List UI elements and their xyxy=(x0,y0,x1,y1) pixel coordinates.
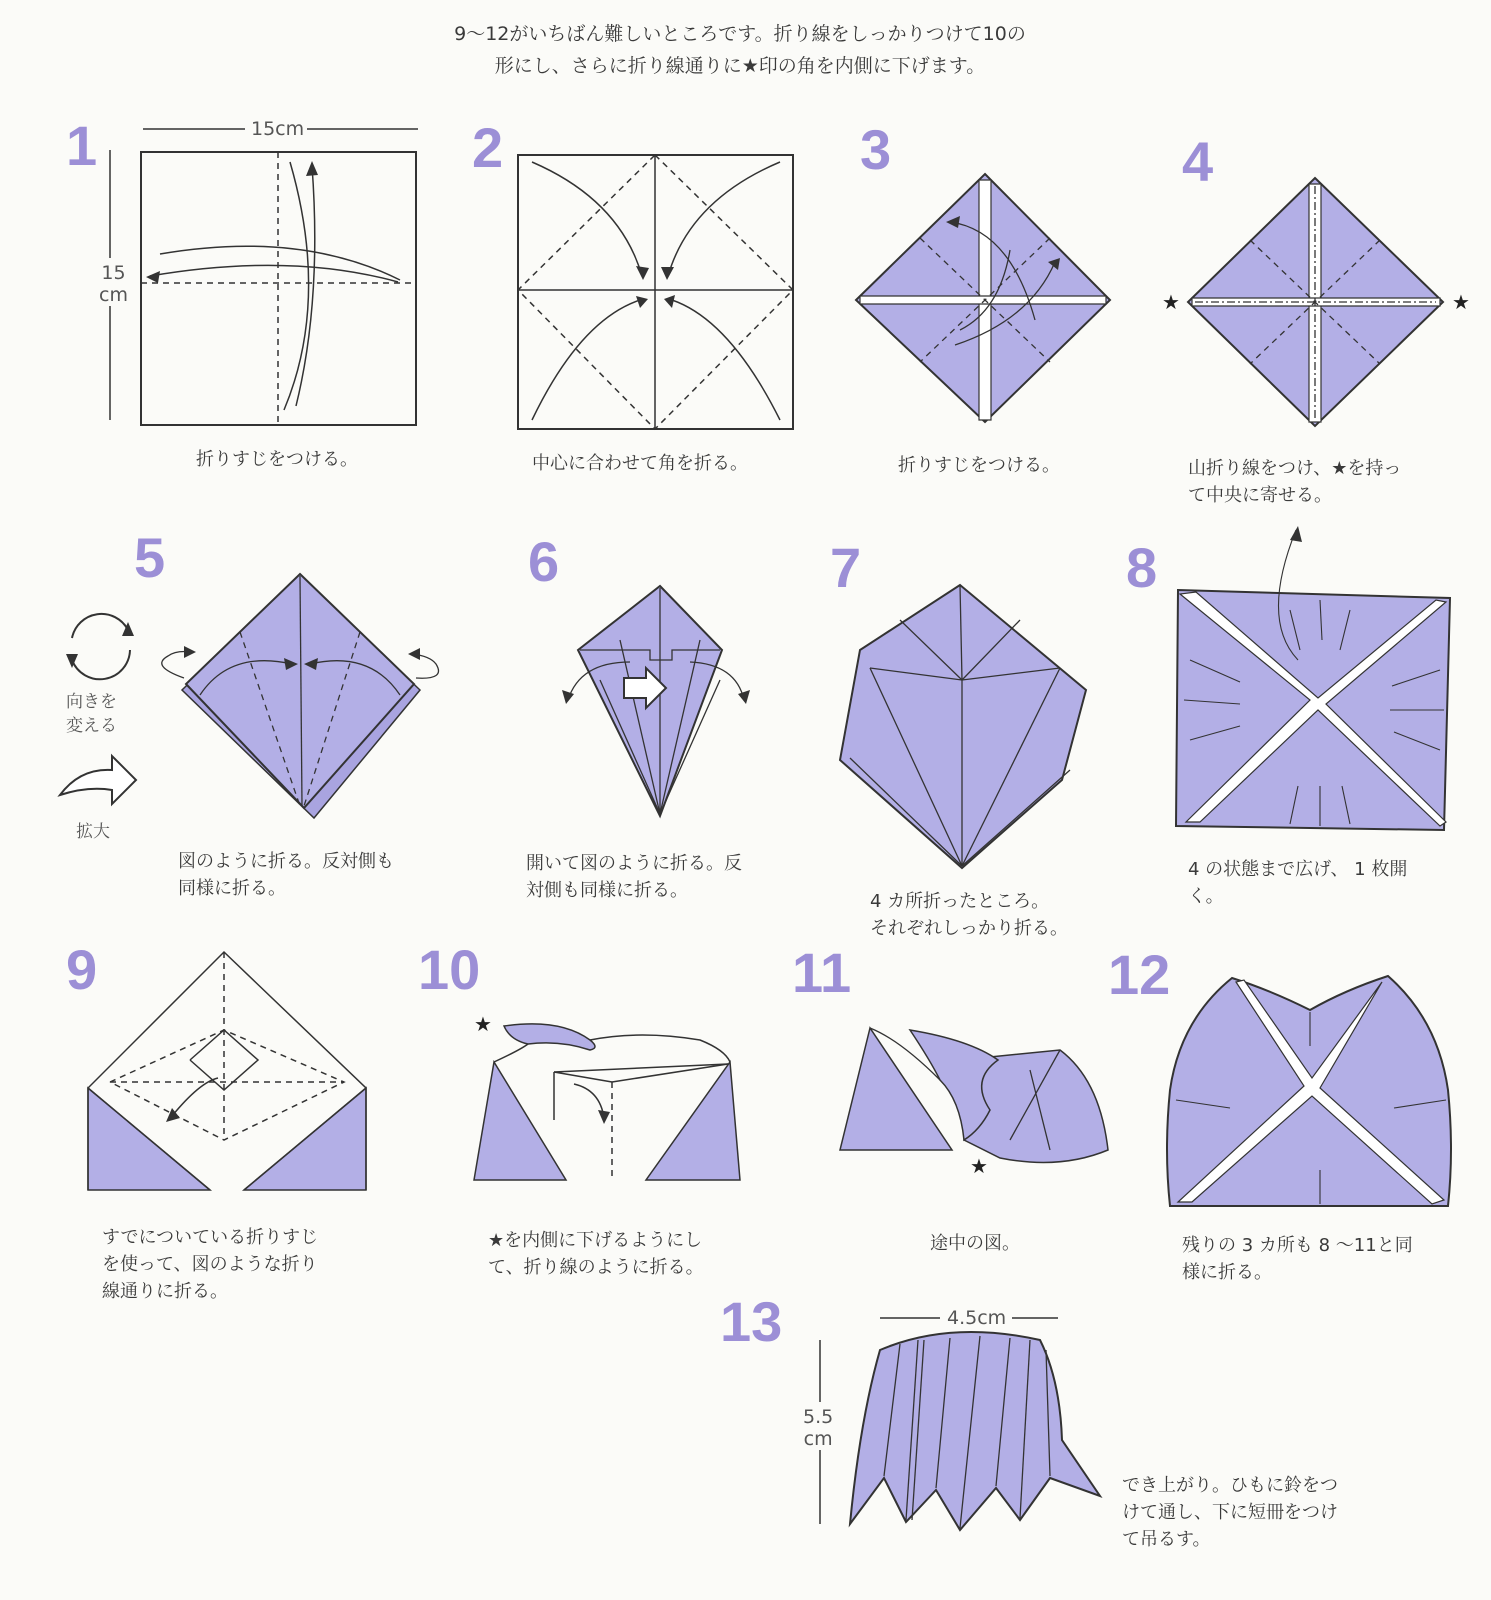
step-1-width-label: 15cm xyxy=(248,118,307,140)
step-13-height-unit: cm xyxy=(803,1428,833,1450)
step-7-number: 7 xyxy=(830,536,862,599)
step-10-number: 10 xyxy=(418,938,481,1001)
step-9-caption-line: すでについている折りすじ xyxy=(102,1227,319,1248)
step-8-number: 8 xyxy=(1126,536,1158,599)
step-7-caption-line: それぞれしっかり折る。 xyxy=(870,918,1068,939)
step-6-number: 6 xyxy=(528,530,560,593)
step-1-height-value: 15 xyxy=(101,262,126,284)
step-4-star-right: ★ xyxy=(1452,290,1470,314)
step-9-caption-line: 線通りに折る。 xyxy=(102,1281,228,1302)
step-10-caption-line: て、折り線のように折る。 xyxy=(488,1257,704,1278)
turn-over-label-line: 変える xyxy=(66,716,117,736)
turn-over-label-line: 向きを xyxy=(66,692,117,712)
step-11-number: 11 xyxy=(792,941,852,1004)
step-12-caption-line: 残りの 3 カ所も 8 〜11と同 xyxy=(1182,1235,1413,1256)
step-12-caption-line: 様に折る。 xyxy=(1182,1262,1272,1283)
step-5-caption-line: 図のように折る。反対側も xyxy=(178,851,394,872)
step-13-caption-line: て吊るす。 xyxy=(1122,1529,1211,1550)
step-6-caption-line: 対側も同様に折る。 xyxy=(526,880,688,901)
step-10-star: ★ xyxy=(474,1012,492,1036)
step-5-number: 5 xyxy=(134,526,166,589)
step-11-caption-line: 途中の図。 xyxy=(930,1233,1020,1254)
step-5-caption-line: 同様に折る。 xyxy=(178,878,286,899)
step-4-number: 4 xyxy=(1182,130,1214,193)
step-8-caption-line: 4 の状態まで広げ、 1 枚開 xyxy=(1188,859,1408,880)
enlarge-label: 拡大 xyxy=(76,822,110,842)
step-10-caption-line: ★を内側に下げるようにし xyxy=(488,1230,703,1251)
step-13-height-value: 5.5 xyxy=(803,1406,834,1428)
intro-line-1: 9〜12がいちばん難しいところです。折り線をしっかりつけて10の xyxy=(454,23,1026,45)
step-3-caption-line: 折りすじをつける。 xyxy=(898,455,1060,476)
step-6-caption-line: 開いて図のように折る。反 xyxy=(526,853,742,874)
step-4-star-left: ★ xyxy=(1162,290,1180,314)
step-1-caption-line: 折りすじをつける。 xyxy=(196,449,358,470)
step-1-height-unit: cm xyxy=(99,284,128,306)
step-1-number: 1 xyxy=(66,114,98,177)
step-13-caption-line: でき上がり。ひもに鈴をつ xyxy=(1122,1475,1338,1496)
step-13-number: 13 xyxy=(720,1290,783,1353)
step-4-caption-line: て中央に寄せる。 xyxy=(1188,485,1332,506)
step-7-caption-line: 4 カ所折ったところ。 xyxy=(870,891,1050,912)
step-13-height-label xyxy=(800,1406,836,1450)
step-2-number: 2 xyxy=(472,116,504,179)
step-9-number: 9 xyxy=(66,938,98,1001)
step-3-number: 3 xyxy=(860,118,892,181)
intro-line-2: 形にし、さらに折り線通りに★印の角を内側に下げます。 xyxy=(494,55,986,77)
step-13-caption xyxy=(1122,1472,1338,1553)
step-9-caption-line: を使って、図のような折り xyxy=(102,1254,318,1275)
step-13-width-label: 4.5cm xyxy=(944,1307,1009,1329)
step-2-caption-line: 中心に合わせて角を折る。 xyxy=(532,453,748,474)
step-8-caption-line: く。 xyxy=(1188,886,1224,907)
step-11-star: ★ xyxy=(970,1154,988,1178)
step-13-caption-line: けて通し、下に短冊をつけ xyxy=(1122,1502,1338,1523)
step-4-caption-line: 山折り線をつけ、★を持っ xyxy=(1188,458,1402,479)
step-12-number: 12 xyxy=(1108,943,1171,1006)
